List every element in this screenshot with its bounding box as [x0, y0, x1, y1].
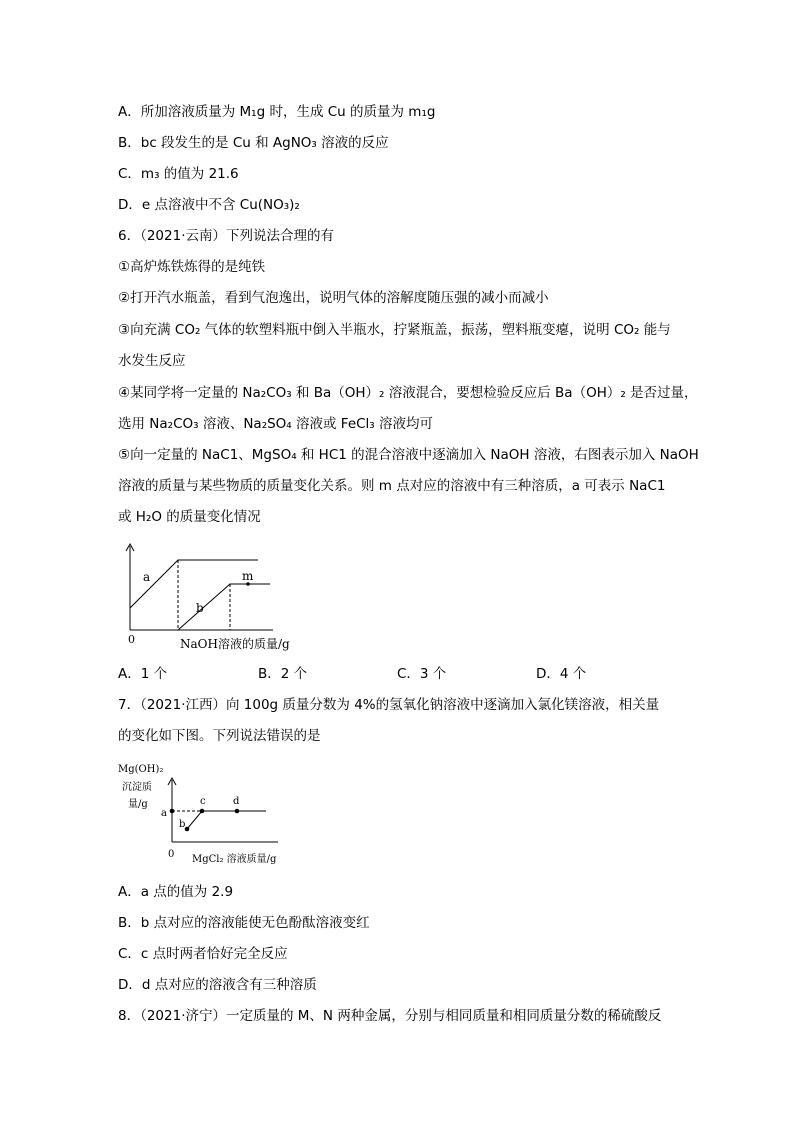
- q7-curve: [187, 811, 266, 829]
- q7-label-b: b: [179, 819, 186, 830]
- q6-statement-3-line1: ③向充满 CO₂ 气体的软塑料瓶中倒入半瓶水，拧紧瓶盖，振荡，塑料瓶变瘪，说明 CO₂ 能与: [118, 322, 671, 338]
- q6-graph: [118, 540, 290, 658]
- q7-option-d: D．d 点对应的溶液含有三种溶质: [118, 977, 317, 993]
- q7-stem-line1: 7．（2021·江西）向 100g 质量分数为 4%的氢氧化钠溶液中逐滴加入氯化镁溶液，相关量: [118, 697, 660, 713]
- q7-label-a: a: [161, 808, 167, 819]
- q6-statement-4-line1: ④某同学将一定量的 Na₂CO₃ 和 Ba（OH）₂ 溶液混合，要想检验反应后 Ba（OH）₂ 是否过量，: [118, 385, 698, 401]
- q6-origin: 0: [128, 633, 135, 646]
- q7-y-label-3: 量/g: [128, 799, 148, 810]
- q6-option-d: D．4 个: [536, 666, 587, 682]
- q6-option-b: B．2 个: [258, 666, 308, 682]
- q7-x-label: MgCl₂ 溶液质量/g: [192, 854, 277, 865]
- q7-point-c: [200, 809, 205, 814]
- q6-statement-4-line2: 选用 Na₂CO₃ 溶液、Na₂SO₄ 溶液或 FeCl₃ 溶液均可: [118, 416, 434, 432]
- q7-origin: 0: [168, 849, 175, 860]
- q5-option-c: C．m₃ 的值为 21.6: [118, 166, 239, 182]
- q6-label-a: a: [143, 570, 151, 584]
- q6-statement-1: ①高炉炼铁炼得的是纯铁: [118, 259, 266, 275]
- q6-stem: 6．（2021·云南）下列说法合理的有: [118, 228, 334, 244]
- q6-statement-5-line3: 或 H₂O 的质量变化情况: [118, 509, 261, 525]
- q6-curve-b: [178, 584, 270, 630]
- q7-point-a: [170, 809, 175, 814]
- q7-y-label-1: Mg(OH)₂: [118, 764, 164, 775]
- q6-label-m: m: [242, 569, 254, 583]
- q5-option-a: A．所加溶液质量为 M₁g 时，生成 Cu 的质量为 m₁g: [118, 104, 436, 120]
- q6-statement-3-line2: 水发生反应: [118, 353, 186, 369]
- q7-label-c: c: [200, 796, 206, 807]
- q6-option-a: A．1 个: [118, 666, 168, 682]
- q7-option-a: A．a 点的值为 2.9: [118, 884, 234, 900]
- q7-graph: [116, 760, 286, 870]
- q6-statement-2: ②打开汽水瓶盖，看到气泡逸出，说明气体的溶解度随压强的减小而减小: [118, 290, 549, 306]
- q7-label-d: d: [233, 796, 240, 807]
- q6-option-c: C．3 个: [397, 666, 447, 682]
- q6-statement-5-line2: 溶液的质量与某些物质的质量变化关系。则 m 点对应的溶液中有三种溶质，a 可表示 NaC1: [118, 478, 666, 494]
- q5-option-d: D．e 点溶液中不含 Cu(NO₃)₂: [118, 197, 300, 213]
- q7-y-label-2: 沉淀质: [122, 782, 152, 793]
- q7-point-d: [235, 809, 240, 814]
- q5-option-b: B．bc 段发生的是 Cu 和 AgNO₃ 溶液的反应: [118, 135, 389, 151]
- q6-statement-5-line1: ⑤向一定量的 NaC1、MgSO₄ 和 HC1 的混合溶液中逐滴加入 NaOH 溶液，右图表示加入 NaOH: [118, 447, 699, 463]
- q6-x-label: NaOH溶液的质量/g: [180, 637, 290, 651]
- q7-stem-line2: 的变化如下图。下列说法错误的是: [118, 728, 321, 744]
- q7-option-c: C．c 点时两者恰好完全反应: [118, 946, 288, 962]
- q8-stem: 8．（2021·济宁）一定质量的 M、N 两种金属，分别与相同质量和相同质量分数的稀硫酸反: [118, 1008, 662, 1024]
- q7-option-b: B．b 点对应的溶液能使无色酚酞溶液变红: [118, 915, 370, 931]
- q6-label-b: b: [196, 601, 204, 615]
